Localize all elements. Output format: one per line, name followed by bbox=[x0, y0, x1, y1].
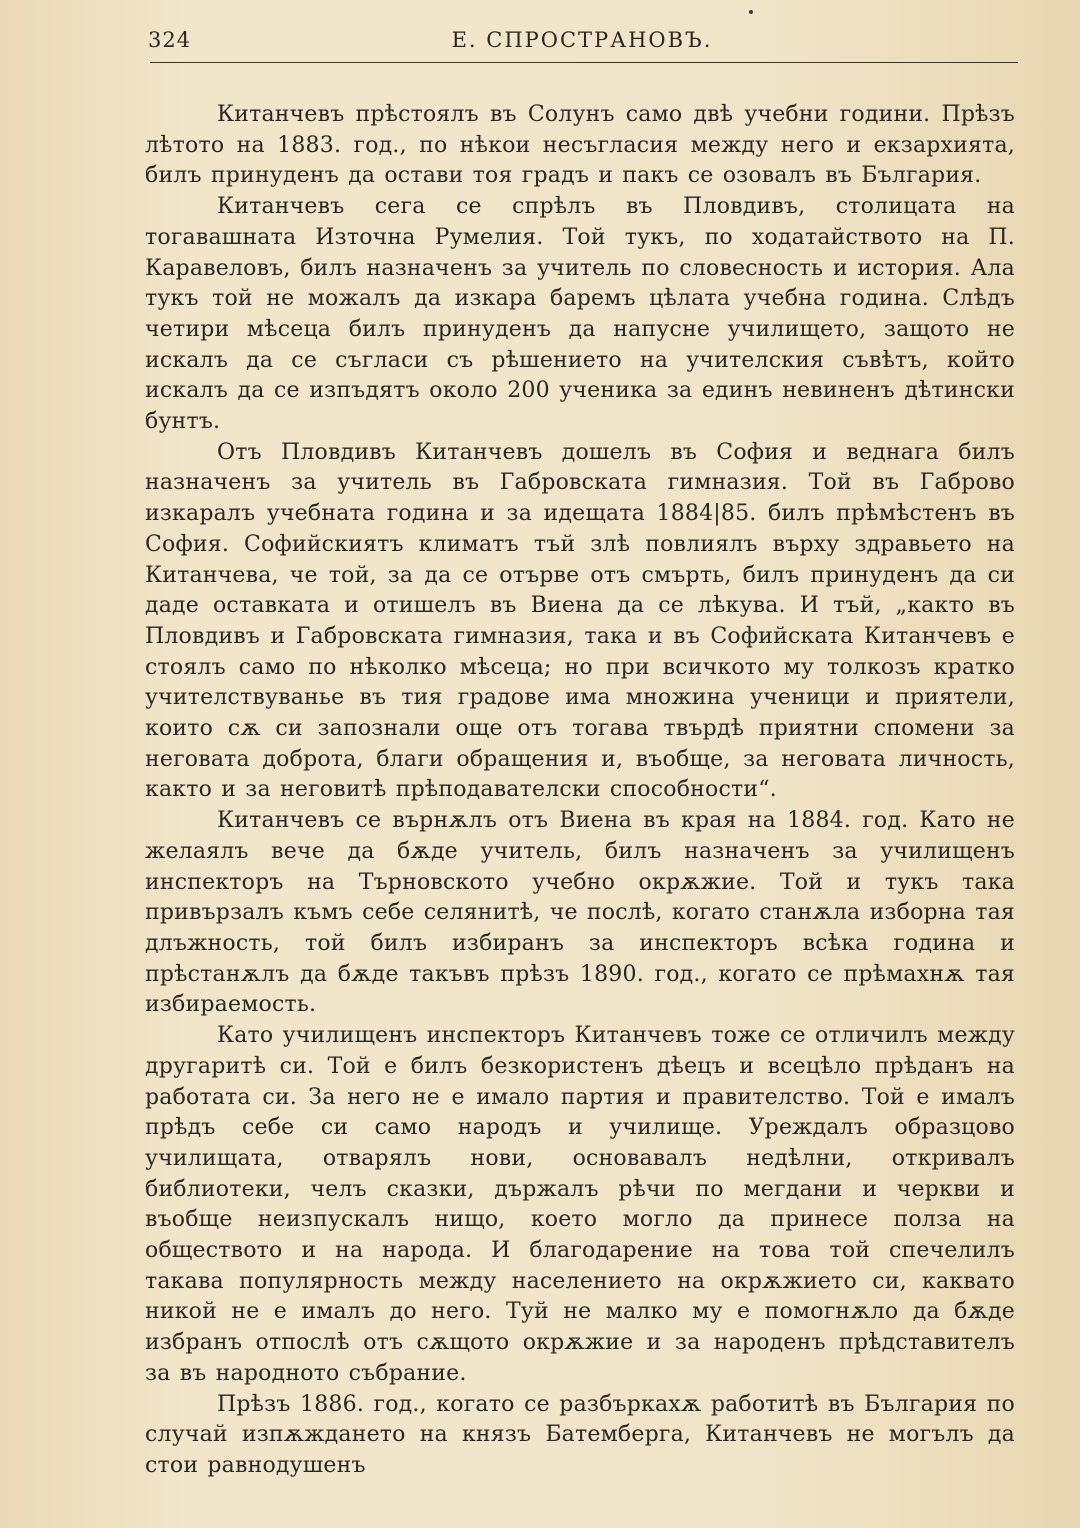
body-text bbox=[145, 100, 1015, 1482]
paragraph: Китанчевъ сега се спрѣлъ въ Пловдивъ, столицата на тогавашната Източна Румелия. Той тукъ, по ходатайството на П. Каравеловъ, билъ назначенъ за учитель по словесность и история. Ала тукъ той не можалъ да изкара баремъ цѣлата учебна година. Слѣдъ четири мѣсеца билъ принуденъ да напусне училището, защото не искалъ да се съгласи съ рѣшението на учителския съвѣтъ, който искалъ да се изпъдятъ около 200 ученика за единъ невиненъ дѣтински бунтъ. bbox=[145, 194, 1015, 435]
print-speck bbox=[749, 10, 753, 14]
paragraph: Прѣзъ 1886. год., когато се разбъркахѫ работитѣ въ България по случай изпѫждането на князъ Батемберга, Китанчевъ не могълъ да стои равнодушенъ bbox=[145, 1391, 1015, 1478]
page-header bbox=[148, 24, 1016, 60]
page-number: 324 bbox=[148, 28, 192, 52]
paragraph: Китанчевъ се върнѫлъ отъ Виена въ края на 1884. год. Като не желаялъ вече да бѫде учитель, билъ назначенъ за училищенъ инспекторъ на Търновското учебно окрѫжие. Той и тукъ така привързалъ къмъ себе селянитѣ, че послѣ, когато станѫла изборна тая длъжность, той билъ избиранъ за инспекторъ всѣка година и прѣстанѫлъ да бѫде такъвъ прѣзъ 1890. год., когато се прѣмахнѫ тая избираемость. bbox=[145, 808, 1015, 1018]
paragraph: Отъ Пловдивъ Китанчевъ дошелъ въ София и веднага билъ назначенъ за учитель въ Габровската гимназия. Той въ Габрово изкаралъ учебната година и за идещата 1884|85. билъ прѣмѣстенъ въ София. Софийскиятъ климатъ тъй злѣ повлиялъ върху здравьето на Китанчева, че той, за да се отърве отъ смърть, билъ принуденъ да си даде оставката и отишелъ въ Виена да се лѣкува. И тъй, „както въ Пловдивъ и Габровската гимназия, така и въ Софийската Китанчевъ е стоялъ само по нѣколко мѣсеца; но при всичкото му толкозъ кратко учителствуванье въ тия градове има множина ученици и приятели, които сѫ си запознали още отъ тогава твърдѣ приятни спомени за неговата доброта, благи обращения и, въобще, за неговата личность, както и за неговитѣ прѣподавателски способности“. bbox=[145, 439, 1015, 803]
header-rule bbox=[150, 62, 1018, 63]
paragraph: Китанчевъ прѣстоялъ въ Солунъ само двѣ учебни години. Прѣзъ лѣтото на 1883. год., по нѣкои несъгласия между него и екзархията, билъ принуденъ да остави тоя градъ и пакъ се озовалъ въ България. bbox=[145, 102, 1015, 189]
paragraph: Като училищенъ инспекторъ Китанчевъ тоже се отличилъ между другаритѣ си. Той е билъ безкористенъ дѣецъ и всецѣло прѣданъ на работата си. За него не е имало партия и правителство. Той е ималъ прѣдъ себе си само народъ и училище. Уреждалъ образцово училищата, отварялъ нови, основавалъ недѣлни, откривалъ библиотеки, челъ сказки, държалъ рѣчи по мегдани и черкви и въобще неизпускалъ нищо, което могло да принесе полза на обществото и на народа. И благодарение на това той спечелилъ такава популярность между населението на окрѫжието си, каквато никой не е ималъ до него. Туй не малко му е помогнѫло да бѫде избранъ отпослѣ отъ сѫщото окрѫжие и за народенъ прѣдставителъ за въ народното събрание. bbox=[145, 1023, 1015, 1386]
running-head: Е. СПРОСТРАНОВЪ. bbox=[451, 28, 713, 52]
